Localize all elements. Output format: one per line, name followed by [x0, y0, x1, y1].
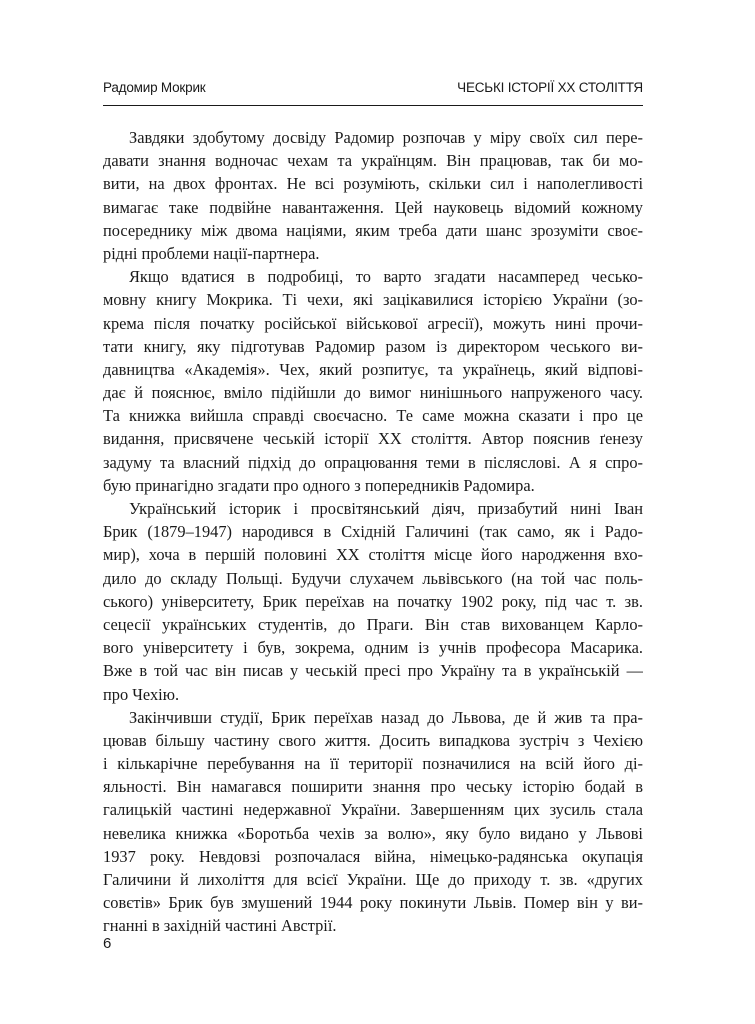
- text-line: гнанні в західній частині Австрії.: [103, 916, 337, 936]
- text-line: 1937 року. Невдовзі розпочалася війна, німецько-радянська окупація: [103, 846, 643, 866]
- header-rule: [103, 105, 643, 106]
- header-author: Радомир Мокрик: [103, 80, 206, 95]
- text-line: ського) університету, Брик переїхав на початку 1902 року, під час т. зв.: [103, 591, 643, 611]
- text-line: дило до складу Польщі. Будучи слухачем львівського (на той час поль-: [103, 568, 643, 588]
- paragraph: [103, 265, 643, 497]
- text-line: Брик (1879–1947) народився в Східній Галичині (так само, як і Радо-: [103, 522, 643, 542]
- text-line: Вже в той час він писав у чеській пресі про Україну та в українській —: [103, 661, 643, 681]
- text-line: совєтів» Брик був змушений 1944 року покинути Львів. Помер він у ви-: [103, 893, 643, 913]
- text-line: крема після початку російської військової агресії), можуть нині прочи-: [103, 313, 643, 333]
- paragraph: [103, 706, 643, 938]
- text-line: вимагає таке подвійне навантаження. Цей науковець відомий кожному: [103, 197, 643, 217]
- text-line: тати книгу, яку підготував Радомир разом із директором чеського ви-: [103, 336, 643, 356]
- text-line: галицькій частині недержавної України. Завершенням цих зусиль стала: [103, 800, 643, 820]
- text-line: вого університету і був, зокрема, одним із учнів професора Масарика.: [103, 638, 643, 658]
- text-line: Якщо вдатися в подробиці, то варто згадати насамперед чесько-: [129, 267, 643, 287]
- body-text: [103, 126, 643, 938]
- paragraph: [103, 497, 643, 706]
- text-line: дає й пояснює, вміло підійшли до вимог нинішнього напруженого часу.: [103, 383, 643, 403]
- text-line: Та книжка вийшла справді своєчасно. Те саме можна сказати і про це: [103, 406, 643, 426]
- text-line: видання, присвячене чеській історії XX століття. Автор пояснив ґенезу: [103, 429, 643, 449]
- text-line: Український історик і просвітянський діяч, призабутий нині Іван: [129, 499, 643, 518]
- text-line: давати знання водночас чехам та українцям. Він працював, так би мо-: [103, 151, 643, 171]
- text-line: мовну книгу Мокрика. Ті чехи, які зацікавилися історією України (зо-: [103, 290, 643, 310]
- text-line: сецесії українських студентів, до Праги. Він став вихованцем Карло-: [103, 614, 643, 634]
- running-header: [103, 76, 643, 100]
- text-line: бую принагідно згадати про одного з попередників Радомира.: [103, 475, 535, 495]
- header-book-title: ЧЕСЬКІ ІСТОРІЇ XX СТОЛІТТЯ: [457, 80, 643, 95]
- text-line: яльності. Він намагався поширити знання про чеську історію бодай в: [103, 777, 643, 797]
- text-line: невелика книжка «Боротьба чехів за волю», яку було видано у Львові: [103, 823, 643, 843]
- text-line: рідні проблеми нації-партнера.: [103, 243, 320, 263]
- text-line: Закінчивши студії, Брик переїхав назад до Львова, де й жив та пра-: [129, 707, 643, 727]
- page-number: 6: [103, 935, 112, 952]
- text-line: давництва «Академія». Чех, який розпитує, та українець, який відпові-: [103, 359, 643, 379]
- text-line: цював більшу частину свого життя. Досить випадкова зустріч з Чехією: [103, 730, 643, 750]
- text-line: посереднику між двома націями, яким треба дати шанс зрозуміти своє-: [103, 220, 643, 240]
- text-line: мир), хоча в першій половині XX століття місце його народження вхо-: [103, 545, 643, 565]
- text-line: Завдяки здобутому досвіду Радомир розпочав у міру своїх сил пере-: [129, 128, 643, 147]
- text-line: Галичини й лихоліття для всієї України. Ще до приходу т. зв. «других: [103, 870, 643, 889]
- text-line: вити, на двох фронтах. Не всі розуміють, скільки сил і наполегливості: [103, 174, 643, 194]
- text-line: і кількарічне перебування на її території позначилися на всій його ді-: [103, 754, 643, 774]
- text-line: про Чехію.: [103, 684, 180, 704]
- paragraph: [103, 126, 643, 265]
- text-line: задуму та власний підхід до опрацювання теми в післяслові. А я спро-: [103, 452, 643, 472]
